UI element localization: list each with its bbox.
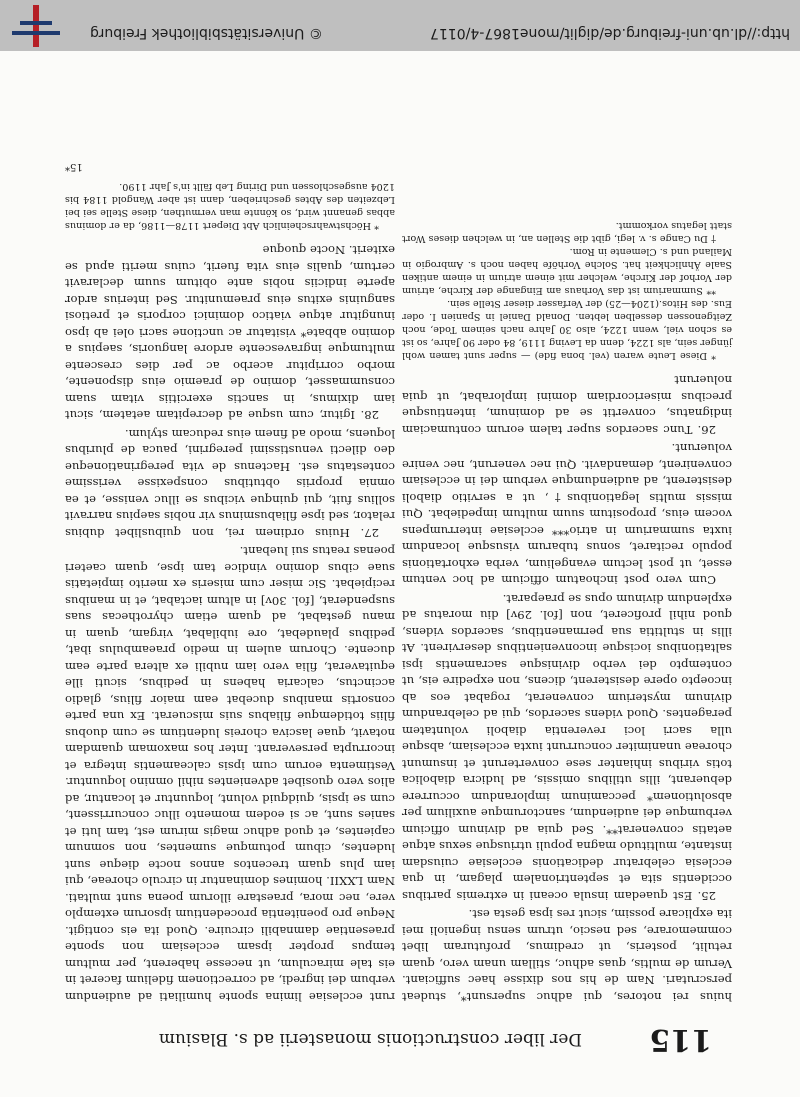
footnotes [65, 180, 395, 232]
running-title: Der liber constructionis monasterii ad s. Blasium [158, 1029, 582, 1049]
signature-mark: 15* [65, 161, 83, 172]
page-header [72, 1021, 712, 1057]
copyright-notice: © Universitätsbibliothek Freiburg [90, 25, 323, 41]
paragraph: 27. Huius ordinem rei, non quibuslibet dubius relator, sed ipse filiabusminus vir nobis saepius narravit sollius fuit, qui quinque vicibus se illuc venisse, et ea omnia propriis obtutibus conspexisse verissime contestatus est. Hactenus de vita peregrinationeque deo dilecti venustissimi peregrini, pauca de pluribus loquens, modo ad finem eius reducam stylum. [65, 427, 395, 540]
footer-bar [0, 0, 800, 51]
paragraph: runt ecclesiae limina sponte humiliati ad audiendum verbum dei ingredi, ad correctionem fidelium faceret in eis tale miraculum, ut necesse haberent, per multum tempus propter ipsam ecclesiam non sponte praesentiae damnabili circuire. Quod ita eis contigit. Neque pro poenitentia procedentium ipsorum extemplo vere, nec mora, praestare illorum poena sunt multati. Nam LXXII. homines dominantur in circulo choreae, qui iam plus quam trecentos annos nocte dieque sunt ludentes, cibum potumque sumentes, non somnum capientes, et quod adhuc magis mirum est, tam luti et sanies sunt, ac si eodem momento illuc concurrissent, cum se ipsis, quidquid volunt, loquuntur et locantur, ad alios vero quosibet advenientes nihil omnino loquuntur. Vestimenta eorum cum ipsis calceamentis integra et incorrupta perseverant. Inter hos maxomam quamdam notavit, quae lasciva choreis ludentium se cum duobus filiis totidemque filiabus suis miscuerat. Ex una parte consortis manibus ducebat eam maior filius, gladio accinctus, calcaria habens in pedibus, sicuti ille equitaverat, filia vero iam nubili ex altera parte eam ducente. Chorum aulem in medio praeambulus ibat, pedibus plaudebat, ore iubilabat, virgam, quam in manu gestabat, ad quam etiam chyrothecas suas suspenderat, [fol. 30v] in altum iactabat, et in manibus recipiebat. Sic miser cum miseris ex merito impietatis suae cibus domino vindice tam ipse, quam caeteri poenas reatus sui luebant. [65, 544, 395, 1004]
paragraph: 28. Igitur, cum usque ad decrepitam aetatem, sicut iam diximus, in sanctis exercitiis vitam suam consummasset, domino de praemio eius disponente, morbo corripitur acerbo ac per dies crescente multumque ingravescente ardore languoris, saepius a domino abbate* visitatur ac unctione sacri olei ab ipso inungitur atque viatico dominici corporis et pretiosi sanguinis exitus eius praemunitur. Sed interius ardor aperte indiciis nobis ante obitum suum declaravit certum, qualis eius vita fuerit, cuius meriti apud se exiterit. Nocte quoque [65, 243, 395, 423]
footnote: * Höchstwahrscheinlich Abt Diepert 1178—1186, da er dominus abbas genannt wird, so könnte man vermuthen, diese Stelle sei bei Lebzeiten des Abtes geschrieben, dann ist aber Wangold 1184 bis 1204 ausgeschlossen und Diring Leb fällt in's Jahr 1190. [65, 181, 395, 231]
footnote: ** Summarium ist das Vorhaus am Eingange der Kirche, atrium der Vorhof der Kirche, welcher mit einem atrium in einem antiken Saale Ähnlichkeit hat. Solche Vorhöfe haben noch s. Ambrogio in Mailand und s. Clemente in Rom. [402, 246, 732, 296]
right-column [65, 158, 395, 1006]
paragraph: 26. Tunc sacerdos super talem eorum contumaciam indignatus, convertit se ad dominum, intentiusque precibus misericordiam domini implorabat, ut quia noluerunt [402, 373, 732, 437]
source-url[interactable]: http://dl.ub.uni-freiburg.de/diglit/mone1867-4/0117 [430, 25, 790, 41]
footnotes [402, 219, 732, 362]
scanned-page [0, 51, 800, 1097]
footnote: † Du Cange s. v. legi, gibt die Stellen an, in welchen dieses Wort statt legatus vorkommt. [402, 220, 732, 244]
paragraph: 25. Est quaedam insula oceani in extremis partibus occidentis sita et septentrionalem plagam, in qua ecclesia celebratur dedicationis ecclesiae cuiusdam instante, multitudo magna populi utriusque sexus atque aetatis convenerat**. Sed quia ad divinum officium verbumque dei audiendum, sanctorumque auxilium per absolutionem* peccaminum implorandum occurrere debuerant, illis utilibus omissis, ad ludicra diabolica totis viribus inhianter sese converterunt et insumunt choreae unanimiter concurrunt iuxta ecclesiam, absque ulla sacri loci reverentia diaboli voluntatem peragentes. Quod videns sacerdos, qui ad celebrandum divinum mysterium convenerat, rogabat eos ab incoepto opere desisterent, dicens, non expedire eis, ut contempto dei verbo divinisque sacramentis ipsi saltationibus iocisque inconvenientibus deservirent. At illis in stultitia sua permanentibus, sacerdos videns, quod nihil proficeret, non [fol. 29v] diu moratus ad explendum divinum opus se praeparat. [402, 592, 732, 903]
university-logo-icon [12, 5, 60, 47]
paragraph: Cum vero post inchoatum officium ad hoc ventum esset, ut post lectum evangelium, verba exhortationis populo recitaret, sonus tubarum visusque locandum iuxta summarium in atrio*** ecclesiae interrumpens vocem eius, propositum suum multum impediebat. Qui missis multis legationibus†, ut a servitio diaboli desisterent, ad audiendumque verbum dei in ecclesiam convenirent, demandavit. Qui nec venerunt, nec venire voluerunt. [402, 441, 732, 588]
page-number: 115 [649, 1022, 712, 1057]
paragraph: huius rei notores, qui adhuc supersunt*, studeat perscrutari. Nam de his nos dixisse haec sufficiant. Verum de multis, quas adhuc, stillam unam vero, quam retulit, posteris, ut credimus, profuturam libet commemorare, sed nescio, utrum sensu ingenioli mei ita explicare possim, sicut res ipsa gesta est. [402, 907, 732, 1004]
left-column [402, 219, 732, 1005]
footnote: * Diese Leute waren (vel. bona fide) — super sunt tamen wohl jünger sein, als 1224, denn da Leving 1119, 84 oder 90 Jahre, so ist es schon viel, wenn 1224, also 30 Jahre nach seinem Tode, noch Zeitgenossen desselben lebten. Donald Daniel in Spanien I. oder Eus. des Hitos.(1204—25) der Verfasser dieser Stelle sein. [401, 298, 732, 361]
